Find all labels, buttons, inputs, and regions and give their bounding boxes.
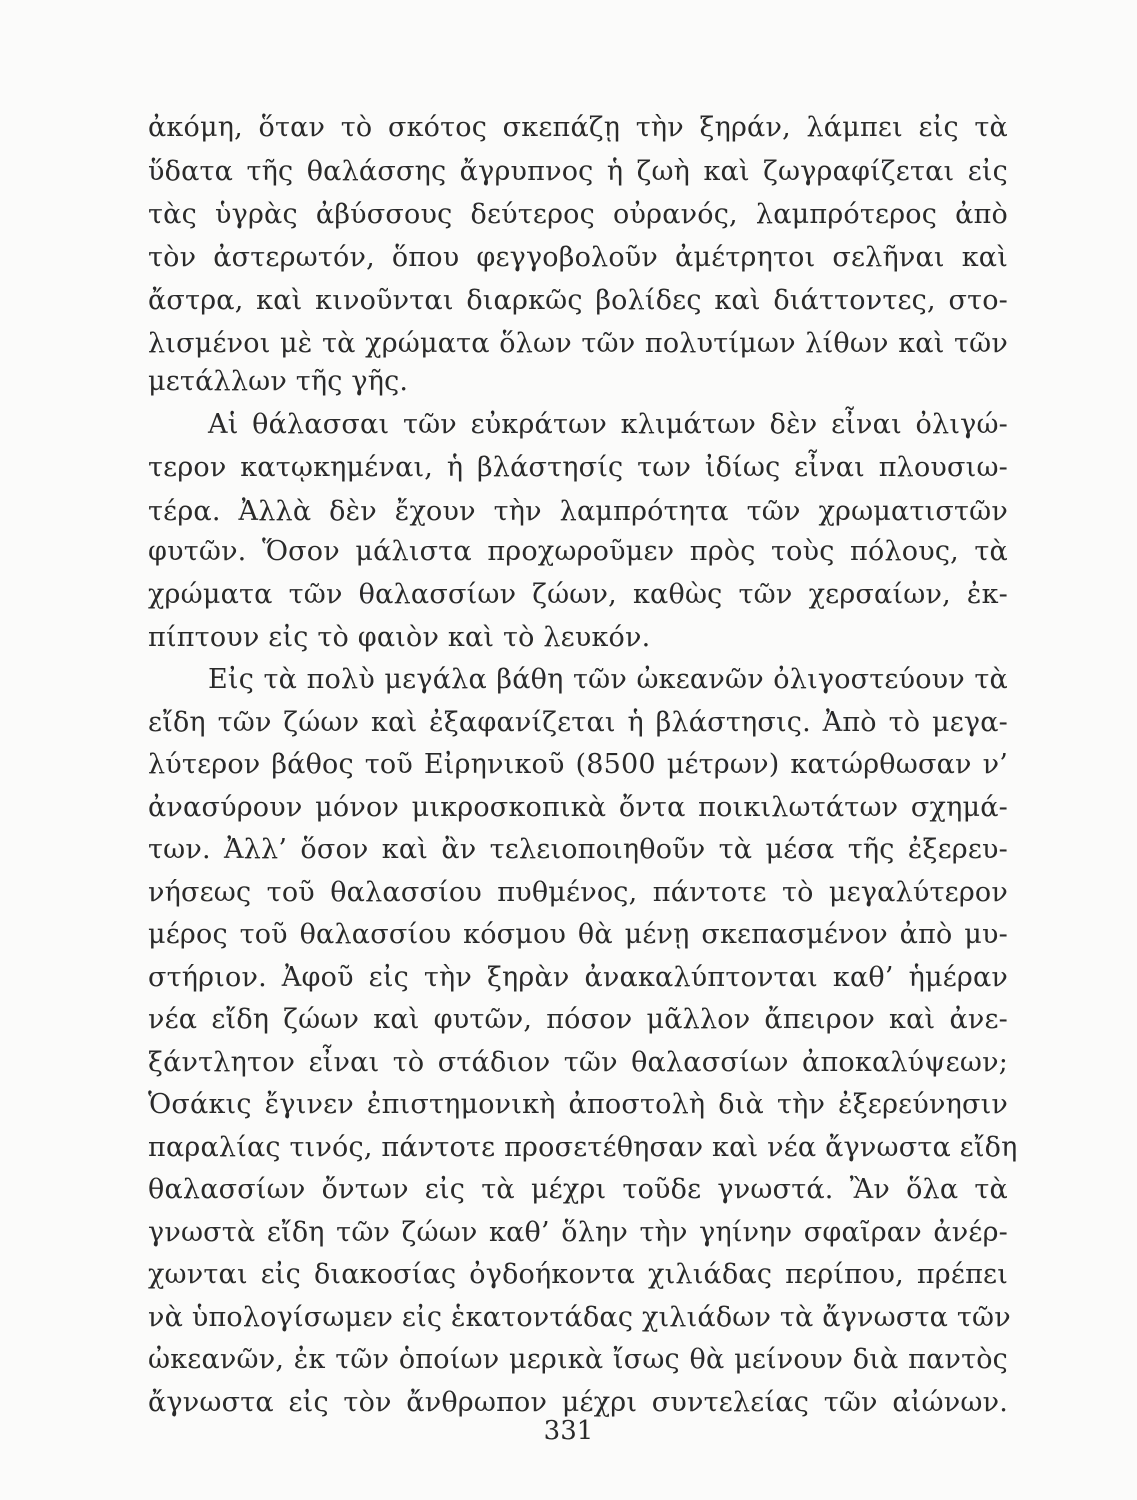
text-line: ἀνασύρουν μόνον μικροσκοπικὰ ὄντα ποικιλωτάτων σχημά- [148, 792, 1008, 823]
text-line: νέα εἴδη ζώων καὶ φυτῶν, πόσον μᾶλλον ἄπειρον καὶ ἀνε- [148, 1004, 1008, 1035]
text-line: ἄστρα, καὶ κινοῦνται διαρκῶς βολίδες καὶ διάττοντες, στο- [148, 285, 1008, 316]
text-line: μέρος τοῦ θαλασσίου κόσμου θὰ μένῃ σκεπασμένον ἀπὸ μυ- [148, 919, 1008, 950]
text-line: νὰ ὑπολογίσωμεν εἰς ἑκατοντάδας χιλιάδων τὰ ἄγνωστα τῶν [148, 1302, 1011, 1333]
text-line: ὠκεανῶν, ἐκ τῶν ὁποίων μερικὰ ἴσως θὰ μείνουν διὰ παντὸς [148, 1344, 1008, 1375]
text-line: νήσεως τοῦ θαλασσίου πυθμένος, πάντοτε τὸ μεγαλύτερον [148, 877, 1008, 908]
text-line: ἄγνωστα εἰς τὸν ἄνθρωπον μέχρι συντελείας τῶν αἰώνων. [148, 1387, 1008, 1418]
text-line: ἀκόμη, ὅταν τὸ σκότος σκεπάζῃ τὴν ξηράν, λάμπει εἰς τὰ [148, 112, 1008, 143]
text-line: τὰς ὑγρὰς ἀβύσσους δεύτερος οὐρανός, λαμπρότερος ἀπὸ [148, 199, 1008, 230]
text-line: φυτῶν. Ὅσον μάλιστα προχωροῦμεν πρὸς τοὺς πόλους, τὰ [148, 536, 1008, 567]
text-line: χωνται εἰς διακοσίας ὀγδοήκοντα χιλιάδας περίπου, πρέπει [148, 1259, 1008, 1290]
text-line: Εἰς τὰ πολὺ μεγάλα βάθη τῶν ὠκεανῶν ὀλιγοστεύουν τὰ [208, 664, 1008, 695]
text-line: τὸν ἀστερωτόν, ὅπου φεγγοβολοῦν ἀμέτρητοι σελῆναι καὶ [148, 242, 1008, 273]
text-line: στήριον. Ἀφοῦ εἰς τὴν ξηρὰν ἀνακαλύπτονται καθ’ ἡμέραν [148, 962, 1008, 993]
text-line: τέρα. Ἀλλὰ δὲν ἔχουν τὴν λαμπρότητα τῶν χρωματιστῶν [148, 496, 1008, 527]
text-line: μετάλλων τῆς γῆς. [148, 366, 409, 397]
text-line: γνωστὰ εἴδη τῶν ζώων καθ’ ὅλην τὴν γηίνην σφαῖραν ἀνέρ- [148, 1217, 1008, 1248]
text-line: ὕδατα τῆς θαλάσσης ἄγρυπνος ἡ ζωὴ καὶ ζωγραφίζεται εἰς [148, 156, 1008, 187]
page-number: 331 [543, 1416, 594, 1446]
text-line: λύτερον βάθος τοῦ Εἰρηνικοῦ (8500 μέτρων) κατώρθωσαν ν’ [148, 749, 1008, 780]
text-line: πίπτουν εἰς τὸ φαιὸν καὶ τὸ λευκόν. [148, 622, 651, 653]
text-line: θαλασσίων ὄντων εἰς τὰ μέχρι τοῦδε γνωστά. Ἂν ὅλα τὰ [148, 1174, 1008, 1205]
text-line: λισμένοι μὲ τὰ χρώματα ὅλων τῶν πολυτίμων λίθων καὶ τῶν [148, 328, 1008, 359]
text-line: χρώματα τῶν θαλασσίων ζώων, καθὼς τῶν χερσαίων, ἐκ- [148, 579, 1008, 610]
text-line: ξάντλητον εἶναι τὸ στάδιον τῶν θαλασσίων ἀποκαλύψεων; [148, 1047, 1008, 1078]
text-line: παραλίας τινός, πάντοτε προσετέθησαν καὶ νέα ἄγνωστα εἴδη [148, 1132, 1018, 1163]
text-line: εἴδη τῶν ζώων καὶ ἐξαφανίζεται ἡ βλάστησις. Ἀπὸ τὸ μεγα- [148, 707, 1008, 738]
text-line: τερον κατῳκημέναι, ἡ βλάστησίς των ἰδίως εἶναι πλουσιω- [148, 452, 1008, 483]
text-line: Ὁσάκις ἔγινεν ἐπιστημονικὴ ἀποστολὴ διὰ τὴν ἐξερεύνησιν [148, 1089, 1008, 1120]
text-line: Αἱ θάλασσαι τῶν εὐκράτων κλιμάτων δὲν εἶναι ὀλιγώ- [208, 409, 1008, 440]
text-line: των. Ἀλλ’ ὅσον καὶ ἂν τελειοποιηθοῦν τὰ μέσα τῆς ἐξερευ- [148, 834, 1008, 865]
